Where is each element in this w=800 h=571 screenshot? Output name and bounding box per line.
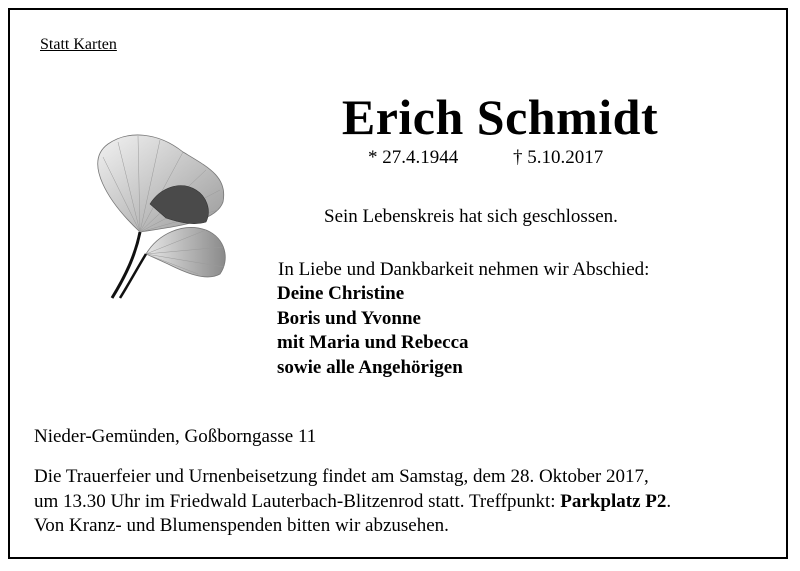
ceremony-line-3: Von Kranz- und Blumenspenden bitten wir abzusehen. xyxy=(34,515,449,536)
mourner-name: mit Maria und Rebecca xyxy=(277,332,469,353)
mourners-list xyxy=(277,282,469,380)
statt-karten-label: Statt Karten xyxy=(40,36,117,53)
ceremony-line-2-text: um 13.30 Uhr im Friedwald Lauterbach-Blitzenrod statt. Treffpunkt: xyxy=(34,490,561,512)
ceremony-line-1: Die Trauerfeier und Urnenbeisetzung findet am Samstag, dem 28. Oktober 2017, xyxy=(34,466,649,487)
mourner-name: Boris und Yvonne xyxy=(277,307,421,329)
mourner-name: sowie alle Angehörigen xyxy=(277,356,463,378)
deceased-name: Erich Schmidt xyxy=(341,89,659,145)
meeting-point: Parkplatz P2 xyxy=(560,490,667,512)
address: Nieder-Gemünden, Goßborngasse 11 xyxy=(34,426,317,447)
birth-date: * 27.4.1944 xyxy=(368,147,459,168)
death-date: † 5.10.2017 xyxy=(513,147,604,168)
ceremony-line-2 xyxy=(34,490,671,515)
mourners-intro: In Liebe und Dankbarkeit nehmen wir Abschied: xyxy=(278,259,650,280)
motto: Sein Lebenskreis hat sich geschlossen. xyxy=(324,206,618,227)
ceremony-line-2-end: . xyxy=(666,490,672,512)
obituary-frame xyxy=(8,8,788,559)
ginkgo-leaf-icon xyxy=(88,122,238,302)
mourner-name: Deine Christine xyxy=(277,283,405,304)
ceremony-info xyxy=(34,465,671,539)
